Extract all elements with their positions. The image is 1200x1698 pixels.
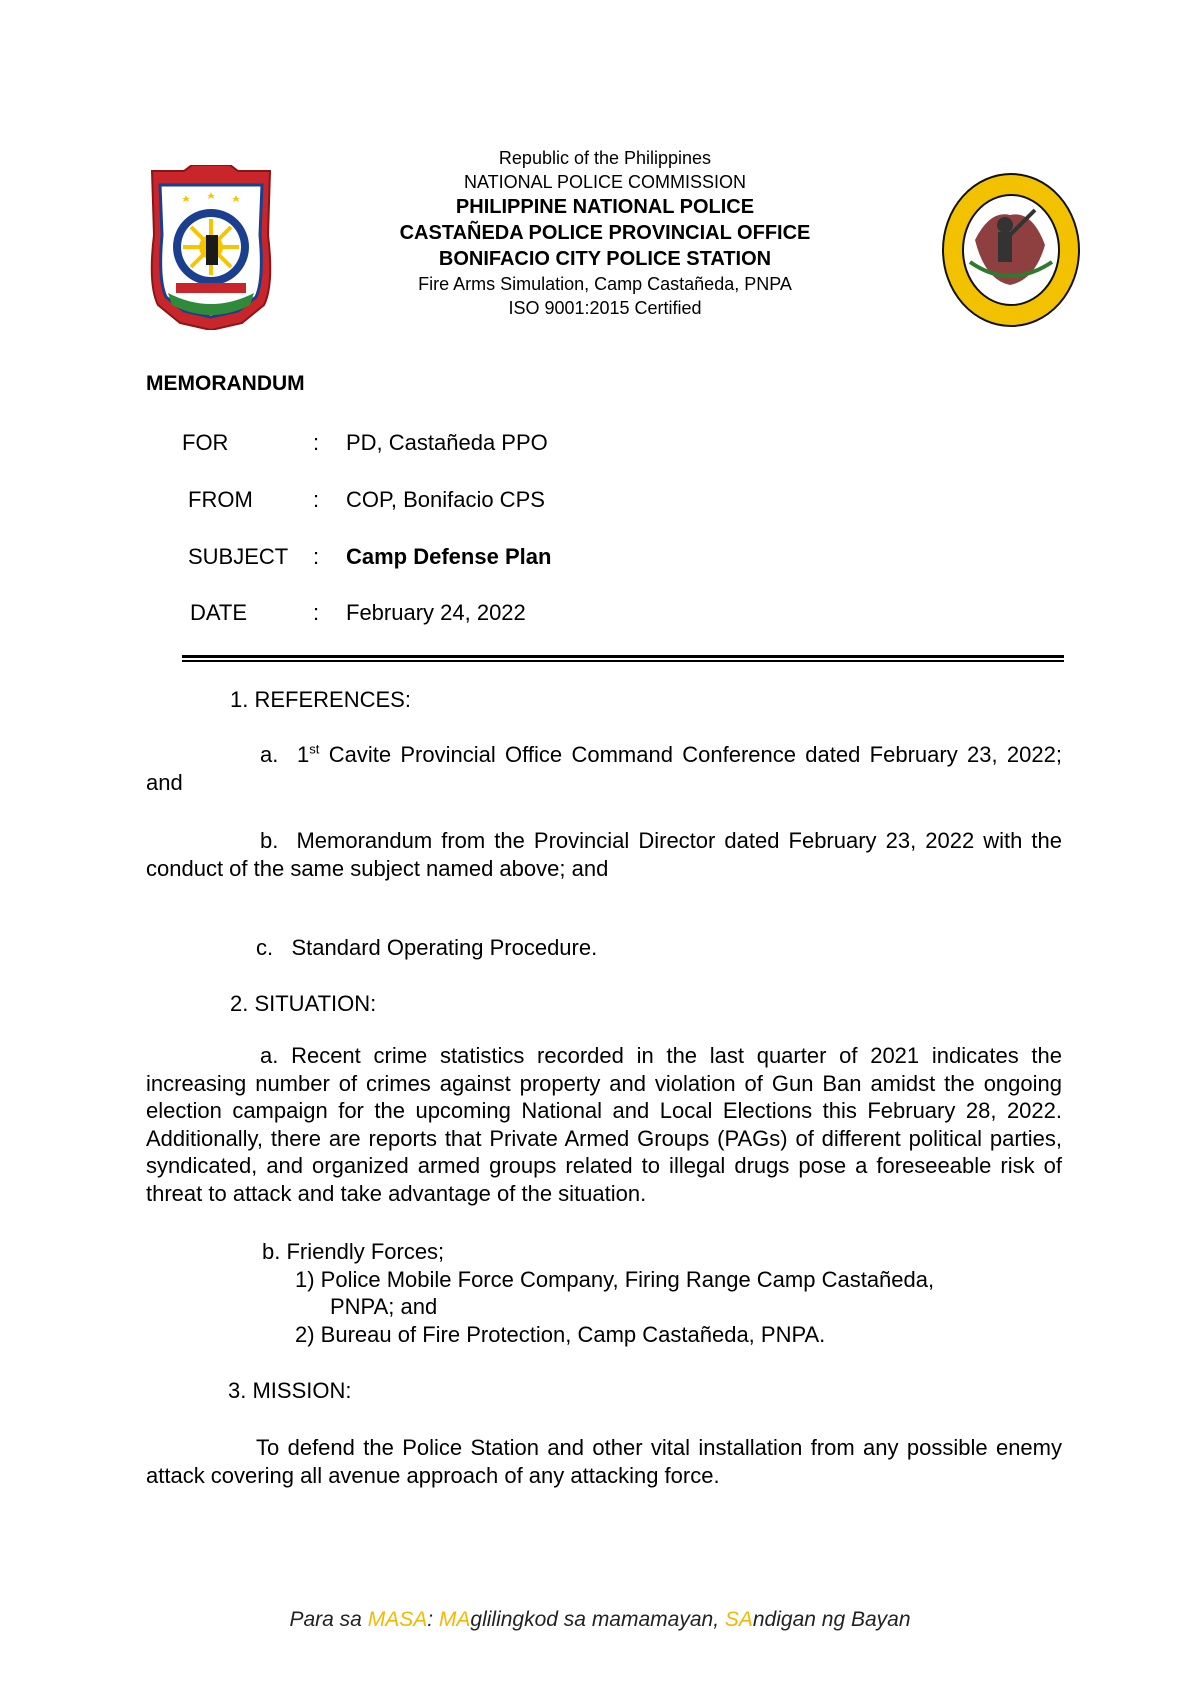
footer-sa: SA bbox=[724, 1608, 753, 1631]
from-colon: : bbox=[313, 487, 320, 512]
pnp-line: PHILIPPINE NATIONAL POLICE bbox=[455, 196, 755, 218]
situation-heading: 2. SITUATION: bbox=[230, 991, 377, 1016]
subject-colon: : bbox=[313, 544, 320, 569]
subject-label: SUBJECT bbox=[188, 544, 289, 569]
footer-part-1: Para sa bbox=[289, 1608, 368, 1631]
friendly-force-2: 2) Bureau of Fire Protection, Camp Castañeda, PNPA. bbox=[295, 1322, 826, 1347]
from-label: FROM bbox=[188, 487, 253, 512]
reference-b-label: b. bbox=[260, 828, 279, 853]
for-label: FOR bbox=[182, 430, 229, 455]
mission-paragraph bbox=[146, 1434, 1062, 1489]
for-value: PD, Castañeda PPO bbox=[346, 430, 548, 455]
pnp-badge-logo bbox=[146, 165, 276, 330]
date-value: February 24, 2022 bbox=[346, 600, 526, 625]
letterhead bbox=[340, 146, 870, 320]
reference-a-ordinal: 1 bbox=[297, 742, 310, 767]
situation-a bbox=[146, 1042, 1062, 1207]
memorandum-title: MEMORANDUM bbox=[146, 372, 305, 395]
for-colon: : bbox=[313, 430, 320, 455]
situation-a-text: a. Recent crime statistics recorded in the last quarter of 2021 indicates the increasing number of crimes against property and violation of Gun Ban amidst the ongoing election campaign for the upcoming National and Local Elections this February 28, 2022. Additionally, there are reports that Private Armed Groups (PAGs) of different political parties, syndicated, and organized armed groups related to illegal drugs pose a foreseeable risk of threat to attack and take advantage of the situation. bbox=[146, 1043, 1062, 1206]
footer-ma: MA bbox=[433, 1608, 471, 1631]
footer-colon: : bbox=[427, 1608, 434, 1631]
header-divider-top bbox=[182, 655, 1064, 658]
date-colon: : bbox=[313, 600, 320, 625]
iso-line: ISO 9001:2015 Certified bbox=[508, 298, 702, 318]
footer-masa: MASA bbox=[367, 1608, 428, 1631]
from-value: COP, Bonifacio CPS bbox=[346, 487, 545, 512]
reference-c-label: c. bbox=[256, 935, 274, 960]
footer-part-2: glilingkod sa mamamayan, bbox=[470, 1608, 725, 1631]
napolcom-line: NATIONAL POLICE COMMISSION bbox=[463, 172, 747, 192]
friendly-forces-heading: b. Friendly Forces; bbox=[262, 1239, 445, 1264]
mission-text: To defend the Police Station and other vital installation from any possible enemy attack covering all avenue approach of any attacking force. bbox=[146, 1435, 1062, 1488]
footer-motto bbox=[0, 1608, 1200, 1632]
address-line: Fire Arms Simulation, Camp Castañeda, PNPA bbox=[418, 274, 792, 294]
subject-value: Camp Defense Plan bbox=[346, 544, 552, 569]
reference-a-text: Cavite Provincial Office Command Conference dated February 23, 2022; and bbox=[146, 742, 1062, 795]
footer-part-3: ndigan ng Bayan bbox=[752, 1608, 911, 1631]
reference-b-text: Memorandum from the Provincial Director dated February 23, 2022 with the conduct of the same subject named above; and bbox=[146, 828, 1062, 881]
reference-c-text: Standard Operating Procedure. bbox=[291, 935, 598, 960]
mission-heading: 3. MISSION: bbox=[228, 1378, 352, 1403]
friendly-force-1: 1) Police Mobile Force Company, Firing Range Camp Castañeda, bbox=[295, 1267, 935, 1292]
header-divider-bottom bbox=[182, 660, 1064, 662]
friendly-force-1-cont: PNPA; and bbox=[330, 1294, 438, 1319]
bonifacio-police-seal-logo bbox=[940, 170, 1082, 330]
republic-line: Republic of the Philippines bbox=[498, 148, 712, 168]
reference-b bbox=[146, 827, 1062, 882]
reference-a-ordinal-suffix: st bbox=[309, 741, 320, 757]
ppo-line: CASTAÑEDA POLICE PROVINCIAL OFFICE bbox=[399, 222, 811, 244]
reference-a bbox=[146, 741, 1062, 796]
station-line: BONIFACIO CITY POLICE STATION bbox=[438, 248, 772, 270]
reference-c bbox=[256, 934, 597, 962]
date-label: DATE bbox=[190, 600, 248, 625]
reference-a-label: a. bbox=[260, 742, 279, 767]
references-heading: 1. REFERENCES: bbox=[230, 687, 411, 712]
